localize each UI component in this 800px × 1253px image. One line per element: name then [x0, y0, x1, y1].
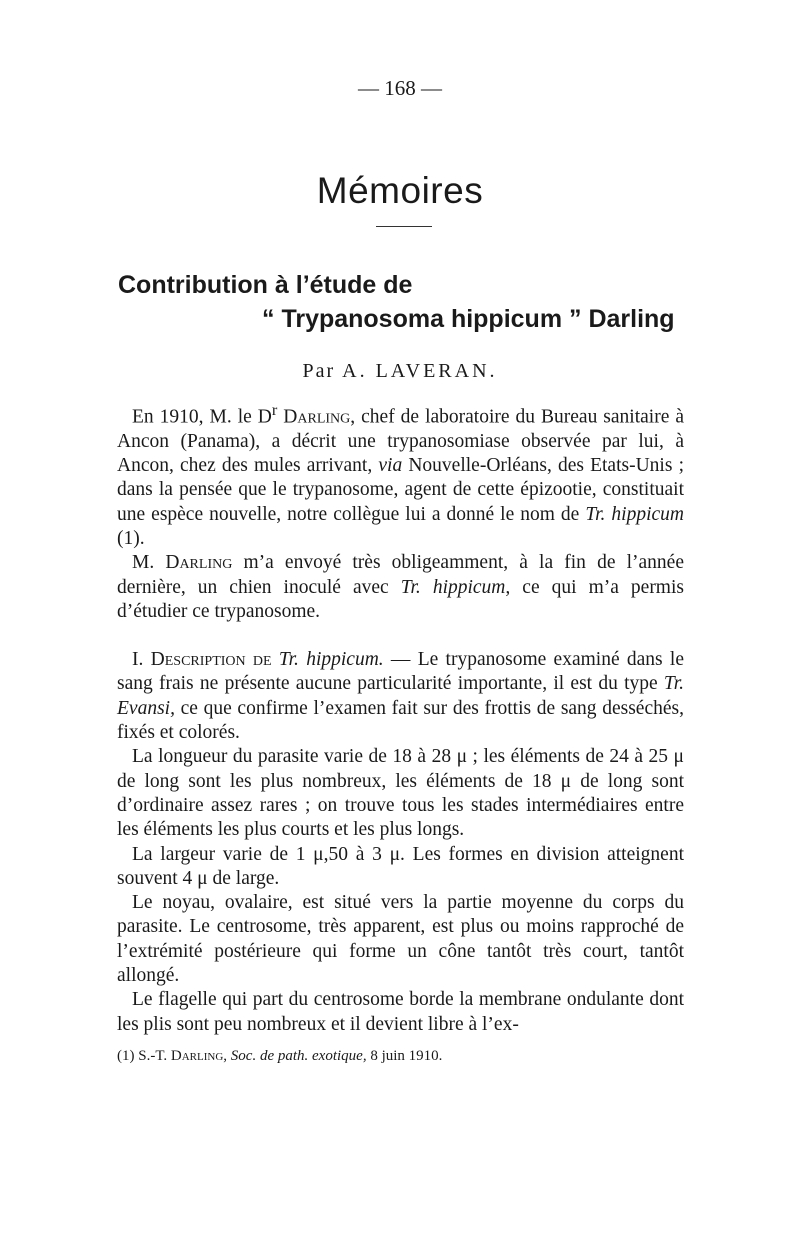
author-name: Darling [170, 1048, 224, 1064]
byline [0, 360, 800, 383]
text-run: , [223, 1048, 231, 1064]
paragraph-3 [117, 648, 684, 745]
paragraph-4: La longueur du parasite varie de 18 à 28 μ ; les éléments de 24 à 25 μ de long sont les plus nombreux, les éléments de 18 μ de long sont d’ordinaire assez rares ; on trouve tous les stades intermédiaires entre les éléments les plus courts et les plus longs. [117, 746, 684, 841]
author-name: Darling [283, 406, 351, 428]
byline-prefix: Par [302, 360, 336, 382]
text-run: M. [132, 552, 166, 574]
text-run: 8 juin 1910. [366, 1048, 443, 1064]
paragraph-2 [117, 551, 684, 624]
text-run: (1) S.-T. [117, 1048, 171, 1064]
paragraph-1 [117, 398, 684, 551]
text-run: Nouvelle-Orléans, des Etats-Unis ; dans la pensée que le trypanosome, agent de cette épizootie, constituait une espèce nouvelle, notre collègue lui a donné le nom de [117, 455, 684, 525]
species-name: Tr. hippicum. [278, 649, 384, 671]
author-name: Darling [165, 552, 233, 574]
text-run: — Le trypanosome examiné dans le sang frais ne présente aucune particularité importante, il est du type [117, 649, 684, 695]
article-title-line-2: “ Trypanosoma hippicum ” Darling [262, 305, 675, 333]
superscript: r [271, 401, 278, 419]
text-run: ce qui m’a permis d’étudier ce trypanosome. [117, 576, 684, 622]
paragraph-7: Le flagelle qui part du centrosome borde la membrane ondulante dont les plis sont peu nombreux et il devient libre à l’ex- [117, 989, 684, 1035]
byline-author: A. LAVERAN. [342, 360, 498, 382]
text-run: En 1910, M. le D [132, 406, 272, 428]
page-number: — 168 — [358, 76, 442, 100]
text-run: ce que confirme l’examen fait sur des frottis de sang desséchés, fixés et colorés. [117, 697, 684, 744]
section-title: Mémoires [316, 170, 484, 211]
text-run: , chef de laboratoire du Bureau sanitaire à Ancon (Panama), a décrit une trypanosomiase observée par lui, à Ancon, chez des mules arrivant, [117, 406, 685, 477]
italic-term: via [378, 455, 403, 477]
footnote-reference: (1). [117, 527, 145, 549]
article-body [117, 398, 684, 1037]
journal-name: Soc. de path. exotique, [230, 1048, 367, 1064]
text-run: m’a envoyé très obligeamment, à la fin de l’année dernière, un chien inoculé avec [117, 552, 684, 598]
footnote [117, 1046, 684, 1066]
title-rule [376, 226, 432, 227]
species-name: Tr. Evansi, [117, 673, 684, 719]
paragraph-5: La largeur varie de 1 μ,50 à 3 μ. Les formes en division atteignent souvent 4 μ de large. [117, 843, 684, 889]
section-heading: Description de [150, 649, 272, 671]
section-number: I. [132, 649, 151, 671]
article-title-line-1: Contribution à l’étude de [118, 271, 413, 299]
species-name: Tr. hippicum [585, 503, 684, 525]
paragraph-6: Le noyau, ovalaire, est situé vers la partie moyenne du corps du parasite. Le centrosome, très apparent, est plus ou moins rapproché de l’extrémité postérieure qui forme un cône tantôt très court, tantôt allongé. [117, 892, 684, 987]
species-name: Tr. hippicum, [400, 576, 511, 598]
text-run [272, 649, 279, 670]
